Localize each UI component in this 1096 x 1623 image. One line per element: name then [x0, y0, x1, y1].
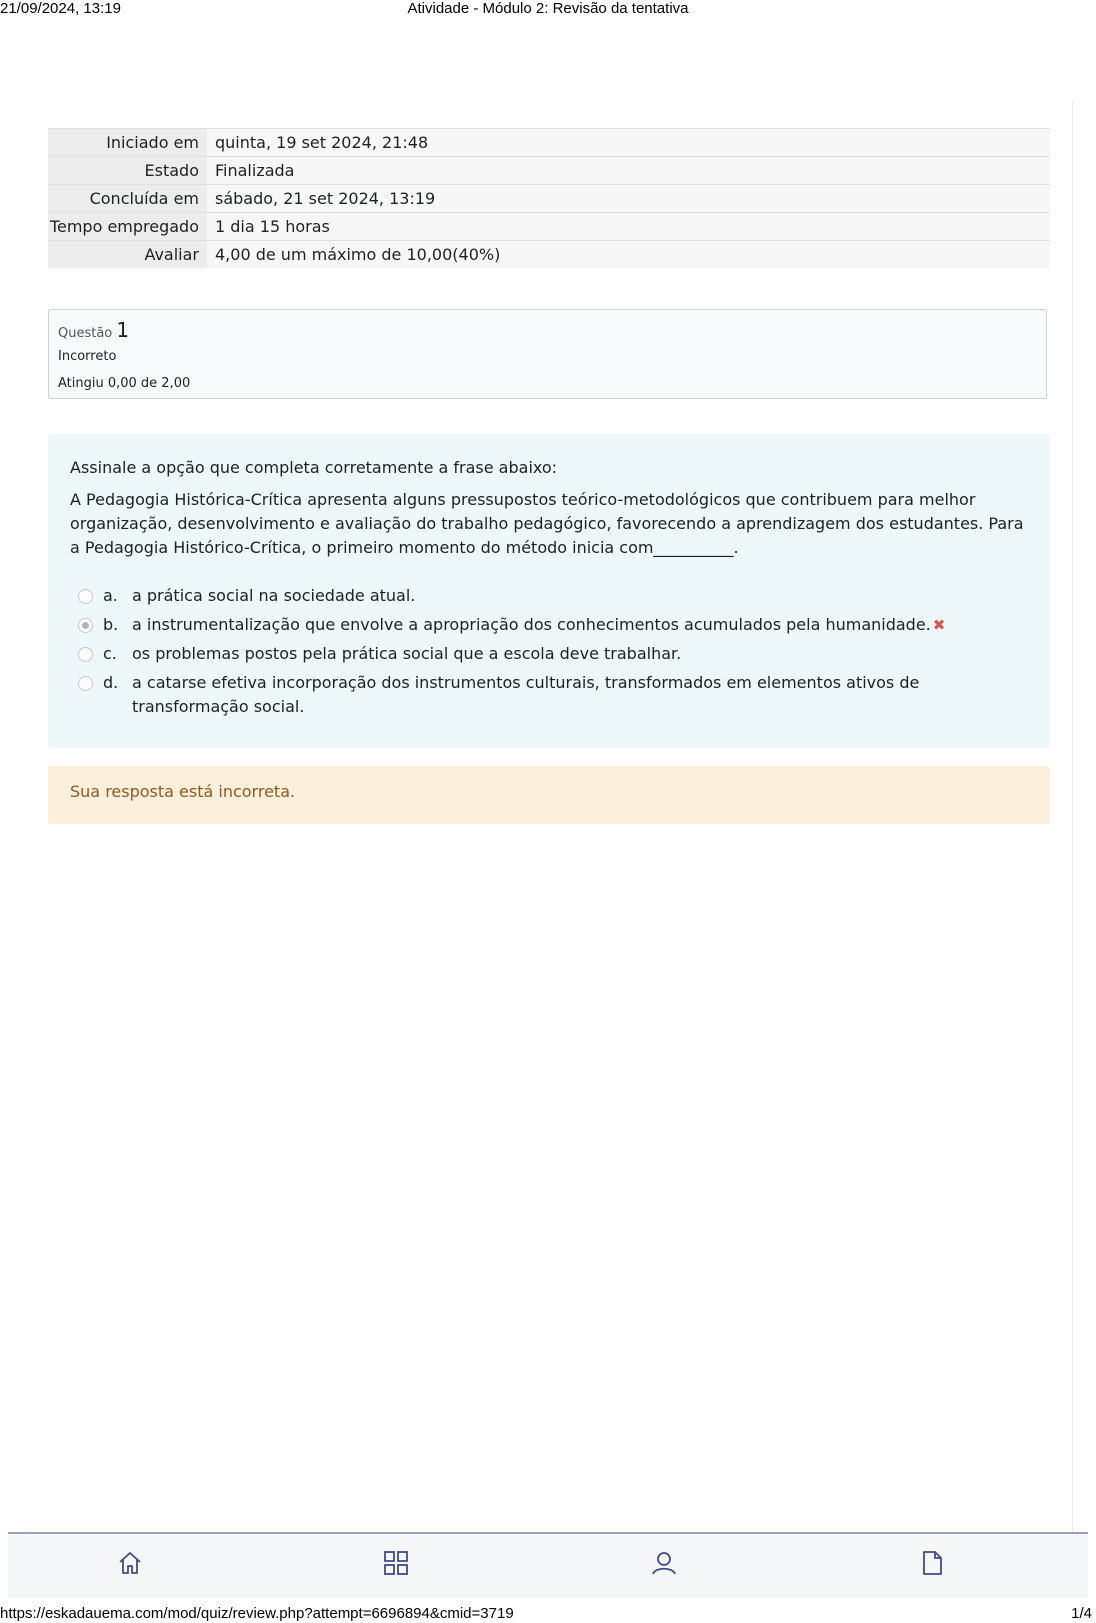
answer-text-container [132, 613, 1028, 637]
incorrect-icon: ✖ [932, 616, 946, 634]
document-icon[interactable] [919, 1550, 945, 1576]
summary-value: sábado, 21 set 2024, 13:19 [207, 185, 1050, 213]
question-number [58, 318, 1038, 342]
answer-option-b[interactable] [70, 613, 1028, 637]
print-footer [0, 1603, 1096, 1623]
print-datetime: 21/09/2024, 13:19 [0, 0, 121, 17]
radio-button[interactable] [78, 589, 93, 604]
summary-label: Tempo empregado [48, 213, 207, 241]
answer-options [70, 584, 1028, 719]
summary-row [48, 157, 1050, 185]
answer-option-a[interactable] [70, 584, 1028, 608]
home-icon[interactable] [117, 1550, 143, 1576]
answer-text: os problemas postos pela prática social que a escola deve trabalhar. [132, 644, 682, 663]
question-formulation [48, 434, 1050, 748]
summary-row [48, 185, 1050, 213]
summary-row [48, 213, 1050, 241]
question-prompt: Assinale a opção que completa corretamente a frase abaixo: [70, 458, 558, 477]
summary-label: Estado [48, 157, 207, 185]
grade-max-text: de um máximo de 10,00( [250, 245, 459, 264]
print-header [0, 0, 1096, 18]
summary-row [48, 129, 1050, 157]
attempt-summary-table [48, 128, 1050, 268]
summary-value: 1 dia 15 horas [207, 213, 1050, 241]
answer-text: a instrumentalização que envolve a apropriação dos conhecimentos acumulados pela humanidade. [132, 615, 931, 634]
summary-value: Finalizada [207, 157, 1050, 185]
radio-button[interactable] [78, 647, 93, 662]
answer-option-d[interactable] [70, 671, 1028, 719]
question-text: A Pedagogia Histórica-Crítica apresenta alguns pressupostos teórico-metodológicos que contribuem para melhor organização, desenvolvimento e avaliação do trabalho pedagógico, favorecendo a aprendizagem dos estudantes. Para a Pedagogia Histórico-Crítica, o primeiro momento do método inicia com__________. [70, 490, 1024, 557]
summary-value: quinta, 19 set 2024, 21:48 [207, 129, 1050, 157]
answer-letter: c. [103, 644, 117, 663]
print-title: Atividade - Módulo 2: Revisão da tentativa [407, 0, 689, 17]
summary-label: Avaliar [48, 241, 207, 269]
answer-option-c[interactable] [70, 642, 1028, 666]
grade-percent-suffix: %) [478, 245, 501, 264]
grid-icon[interactable] [383, 1550, 409, 1576]
summary-grade-value [207, 241, 1050, 269]
answer-text: a prática social na sociedade atual. [132, 586, 416, 605]
answer-text: a catarse efetiva incorporação dos instrumentos culturais, transformados em elementos ativos de transformação social. [132, 673, 920, 716]
answer-letter: a. [103, 586, 118, 605]
grade-percent: 40 [458, 245, 479, 264]
answer-letter: b. [103, 615, 119, 634]
answer-feedback: Sua resposta está incorreta. [48, 766, 1050, 824]
question-info [48, 309, 1047, 399]
radio-button-selected[interactable] [78, 618, 93, 633]
user-icon[interactable] [651, 1550, 677, 1576]
summary-label: Iniciado em [48, 129, 207, 157]
print-url: https://eskadauema.com/mod/quiz/review.php?attempt=6696894&cmid=3719 [0, 1605, 514, 1622]
question-state: Incorreto [58, 349, 117, 364]
question-grade: Atingiu 0,00 de 2,00 [58, 376, 191, 391]
answer-letter: d. [103, 673, 119, 692]
question-number-value: 1 [116, 318, 130, 342]
grade-value: 4,00 [215, 245, 251, 264]
print-page-number: 1/4 [1071, 1605, 1092, 1622]
summary-row [48, 241, 1050, 269]
summary-label: Concluída em [48, 185, 207, 213]
bottom-navigation-bar [8, 1532, 1088, 1598]
radio-button[interactable] [78, 676, 93, 691]
question-label: Questão [58, 326, 113, 341]
